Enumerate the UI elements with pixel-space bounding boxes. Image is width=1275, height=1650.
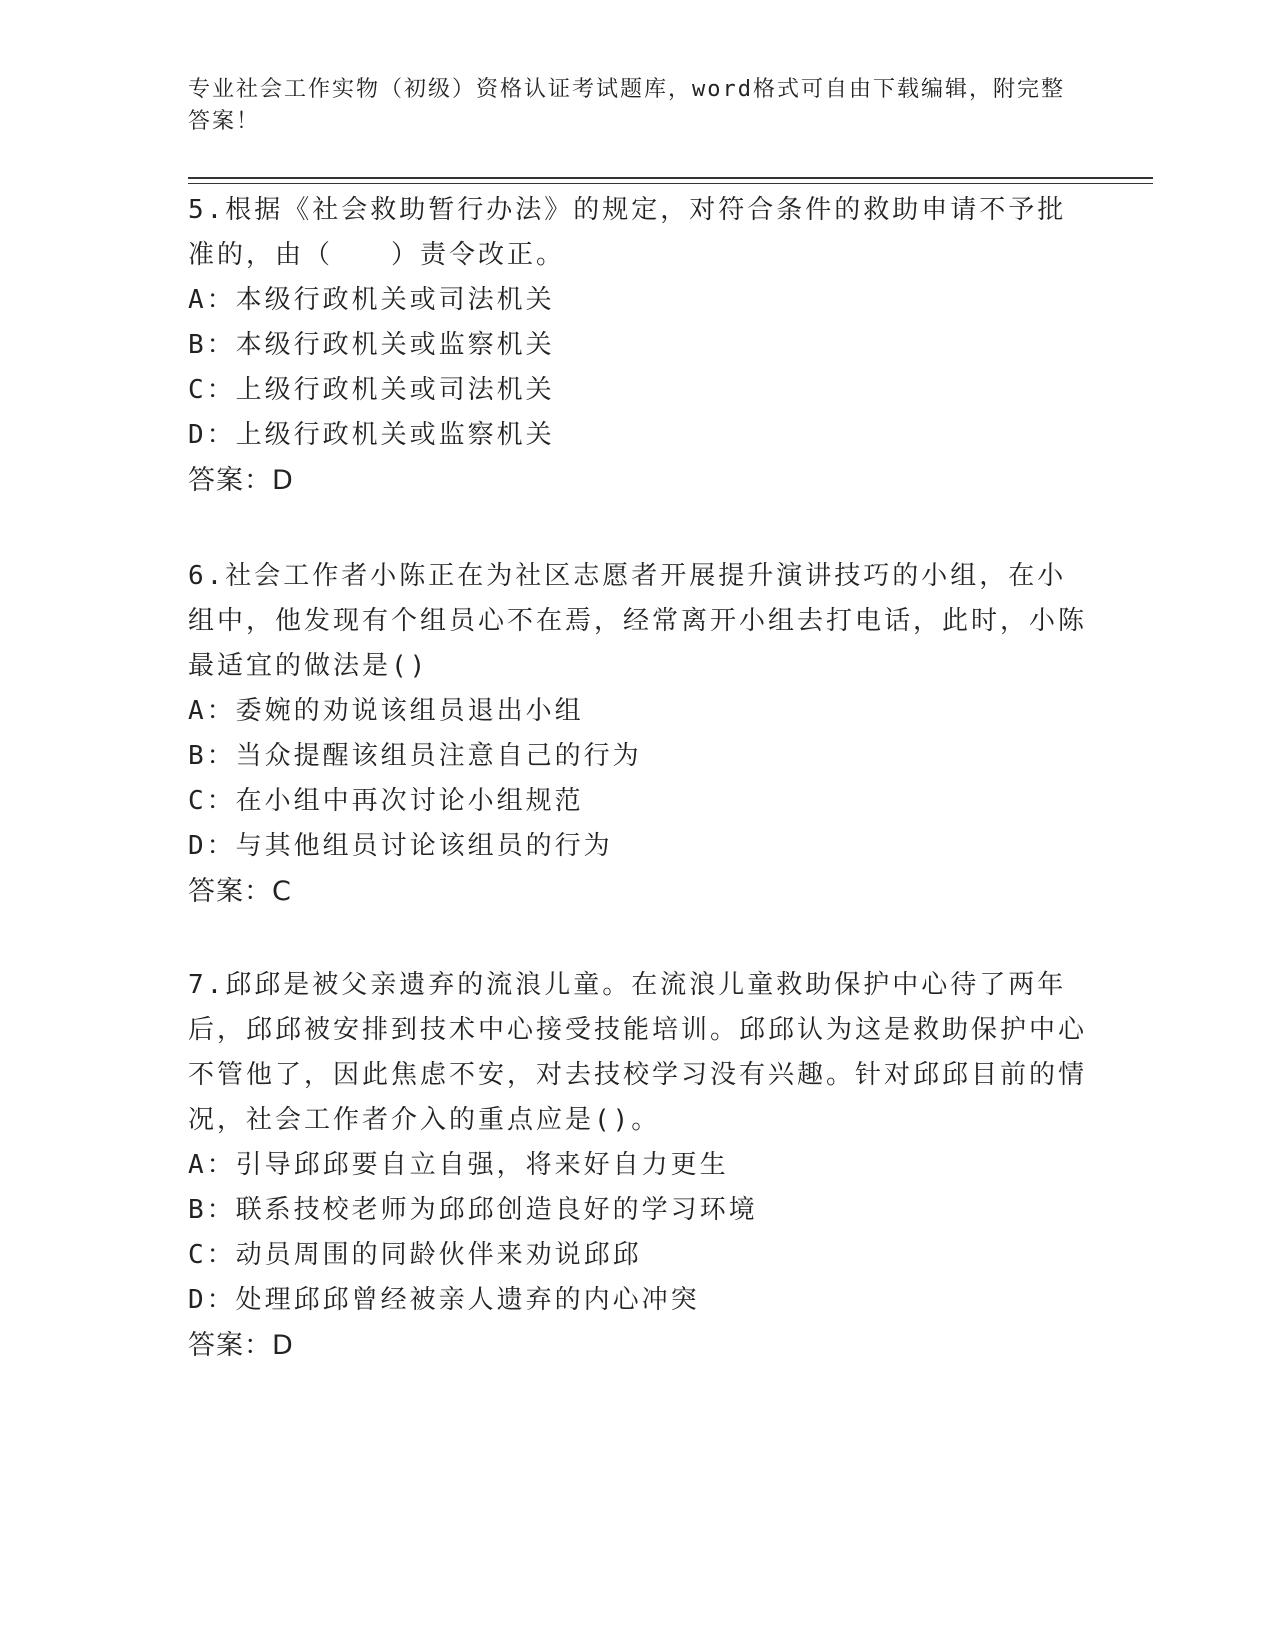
option-c: C：在小组中再次讨论小组规范 [188, 786, 584, 816]
answer: 答案：D [188, 1330, 294, 1361]
question-7 [188, 963, 1088, 1368]
option-c: C：上级行政机关或司法机关 [188, 375, 555, 405]
answer: 答案：C [188, 876, 292, 907]
header-rule-thin [188, 183, 1153, 184]
option-b: B：联系技校老师为邱邱创造良好的学习环境 [188, 1195, 758, 1225]
option-b: B：当众提醒该组员注意自己的行为 [188, 741, 642, 771]
option-d: D：与其他组员讨论该组员的行为 [188, 831, 613, 861]
option-d: D：上级行政机关或监察机关 [188, 420, 555, 450]
option-a: A：委婉的劝说该组员退出小组 [188, 696, 584, 726]
header-rule-thick [188, 177, 1153, 179]
question-6 [188, 554, 1088, 914]
document-header: 专业社会工作实物（初级）资格认证考试题库，word格式可自由下载编辑，附完整答案！ [188, 77, 1065, 134]
question-5 [188, 188, 1088, 503]
question-stem: 7.邱邱是被父亲遗弃的流浪儿童。在流浪儿童救助保护中心待了两年后，邱邱被安排到技术中心接受技能培训。邱邱认为这是救助保护中心不管他了，因此焦虑不安，对去技校学习没有兴趣。针对邱邱目前的情况，社会工作者介入的重点应是()。 [188, 970, 1088, 1135]
option-c: C：动员周围的同龄伙伴来劝说邱邱 [188, 1240, 642, 1270]
answer: 答案：D [188, 465, 294, 496]
question-stem: 6.社会工作者小陈正在为社区志愿者开展提升演讲技巧的小组，在小组中，他发现有个组员心不在焉，经常离开小组去打电话，此时，小陈最适宜的做法是() [188, 561, 1088, 681]
option-a: A：本级行政机关或司法机关 [188, 285, 555, 315]
question-stem: 5.根据《社会救助暂行办法》的规定，对符合条件的救助申请不予批准的，由（ ）责令改正。 [188, 195, 1067, 270]
option-b: B：本级行政机关或监察机关 [188, 330, 555, 360]
option-d: D：处理邱邱曾经被亲人遗弃的内心冲突 [188, 1285, 700, 1315]
option-a: A：引导邱邱要自立自强，将来好自力更生 [188, 1150, 729, 1180]
